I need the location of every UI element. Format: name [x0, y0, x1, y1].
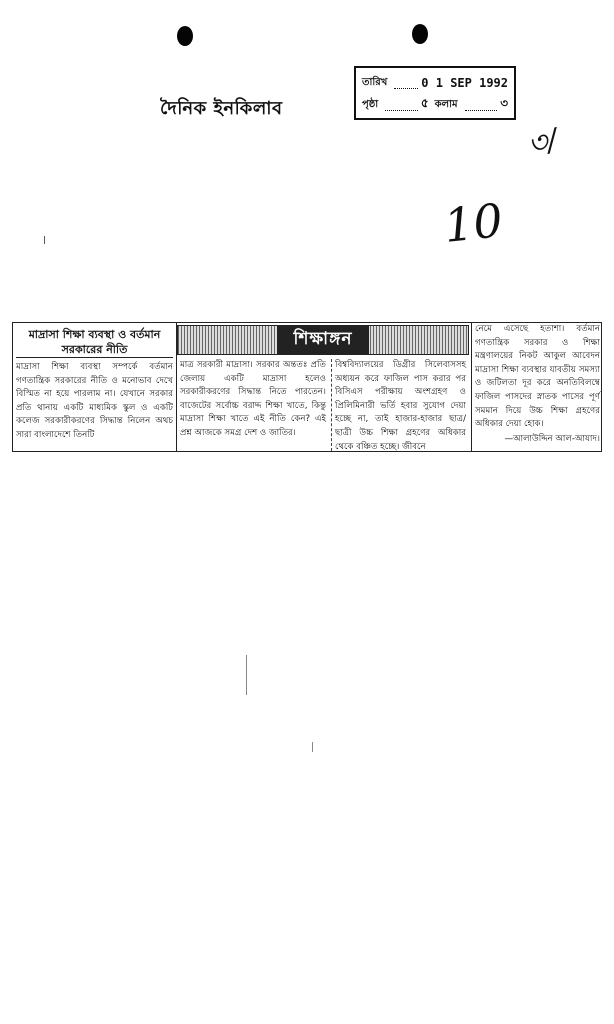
- handwritten-check-mark: ৩/: [524, 122, 561, 163]
- clipping-headline: মাদ্রাসা শিক্ষা ব্যবস্থা ও বর্তমান সরকারের নীতি: [16, 323, 173, 358]
- scan-speck: [312, 742, 313, 752]
- column-text: বিশ্ববিদ্যালয়ের ডিগ্রীর সিলেবাসসহ অধ্যয়ন করে ফাজিল পাস করার পর বিসিএস পরীক্ষায় অংশগ্রহণ ও প্রিলিমিনারী ভর্তি হবার সুযোগ দেয়া হচ্ছে না, তাই হাজার-হাজার ছাত্র/ছাত্রী উচ্চ শিক্ষা গ্রহণের অধিকার থেকে বঞ্চিত হচ্ছে। জীবনে: [335, 360, 466, 451]
- punch-hole-right: [412, 24, 428, 44]
- clipping-column-4: [471, 323, 603, 451]
- stamp-date-label: তারিখ: [362, 76, 388, 88]
- punch-hole-left: [177, 26, 193, 46]
- stamp-column-label: কলাম: [434, 98, 458, 110]
- stamp-page-value: ৫: [420, 96, 429, 110]
- clipping-column-1: [13, 323, 177, 451]
- stamp-dots: [385, 100, 418, 111]
- section-banner: [177, 325, 469, 355]
- newspaper-clipping: [12, 322, 602, 452]
- stamp-dots: [394, 78, 418, 89]
- column-text: নেমে এসেছে হতাশা। বর্তমান গণতান্ত্রিক সরকার ও শিক্ষা মন্ত্রণালয়ের নিকট আকুল আবেদন মাদ্রাসা শিক্ষা ব্যবস্থার যাবতীয় সমস্যা ও জটিলতা দূর করে অনতিবিলম্বে ফাজিল পাসদের স্নাতক পাসের পূর্ণ সমমান দিয়ে উচ্চ শিক্ষা গ্রহণের অধিকার দেয়া হোক।: [475, 324, 600, 430]
- archive-stamp: [354, 66, 516, 120]
- stamp-dots: [465, 100, 498, 111]
- stamp-date-value: 0 1 SEP 1992: [421, 76, 508, 90]
- scan-speck: [44, 236, 45, 244]
- stamp-column-value: ৩: [500, 96, 508, 110]
- column-text: মাত্র সরকারী মাদ্রাসা। সরকার অন্ততঃ প্রতি জেলায় একটি মাদ্রাসা হলেও সরকারীকরণের সিদ্ধান্ত নিতে পারতেন। বাজেটের সর্বোচ্চ বরাদ্দ শিক্ষা খাতে, কিন্তু মাদ্রাসা শিক্ষা খাতে এই নীতি কেন? এই প্রশ্ন আজকে সমগ্র দেশ ও জাতির।: [180, 360, 326, 438]
- scan-speck: [246, 655, 247, 695]
- column-text: মাদ্রাসা শিক্ষা ব্যবস্থা সম্পর্কে বর্তমান গণতান্ত্রিক সরকারের নীতি ও মনোভাব দেখে বিস্মিত না হয়ে পারলাম না। যেখানে সরকার প্রতি থানায় একটি মাধ্যমিক স্কুল ও একটি কলেজ সরকারীকরণের সিদ্ধান্ত নিলেন অথচ সারা বাংলাদেশে তিনটি: [16, 362, 173, 440]
- clipping-column-2: [177, 359, 329, 451]
- clipping-column-3: [331, 359, 469, 451]
- newspaper-masthead: দৈনিক ইনকিলাব: [160, 98, 283, 119]
- author-signature: —আলাউদ্দিন আল-আযাদ।: [504, 433, 600, 444]
- stamp-page-label: পৃষ্ঠা: [362, 98, 379, 110]
- section-banner-title: শিক্ষাঙ্গন: [277, 326, 368, 354]
- handwritten-number: 10: [441, 193, 506, 253]
